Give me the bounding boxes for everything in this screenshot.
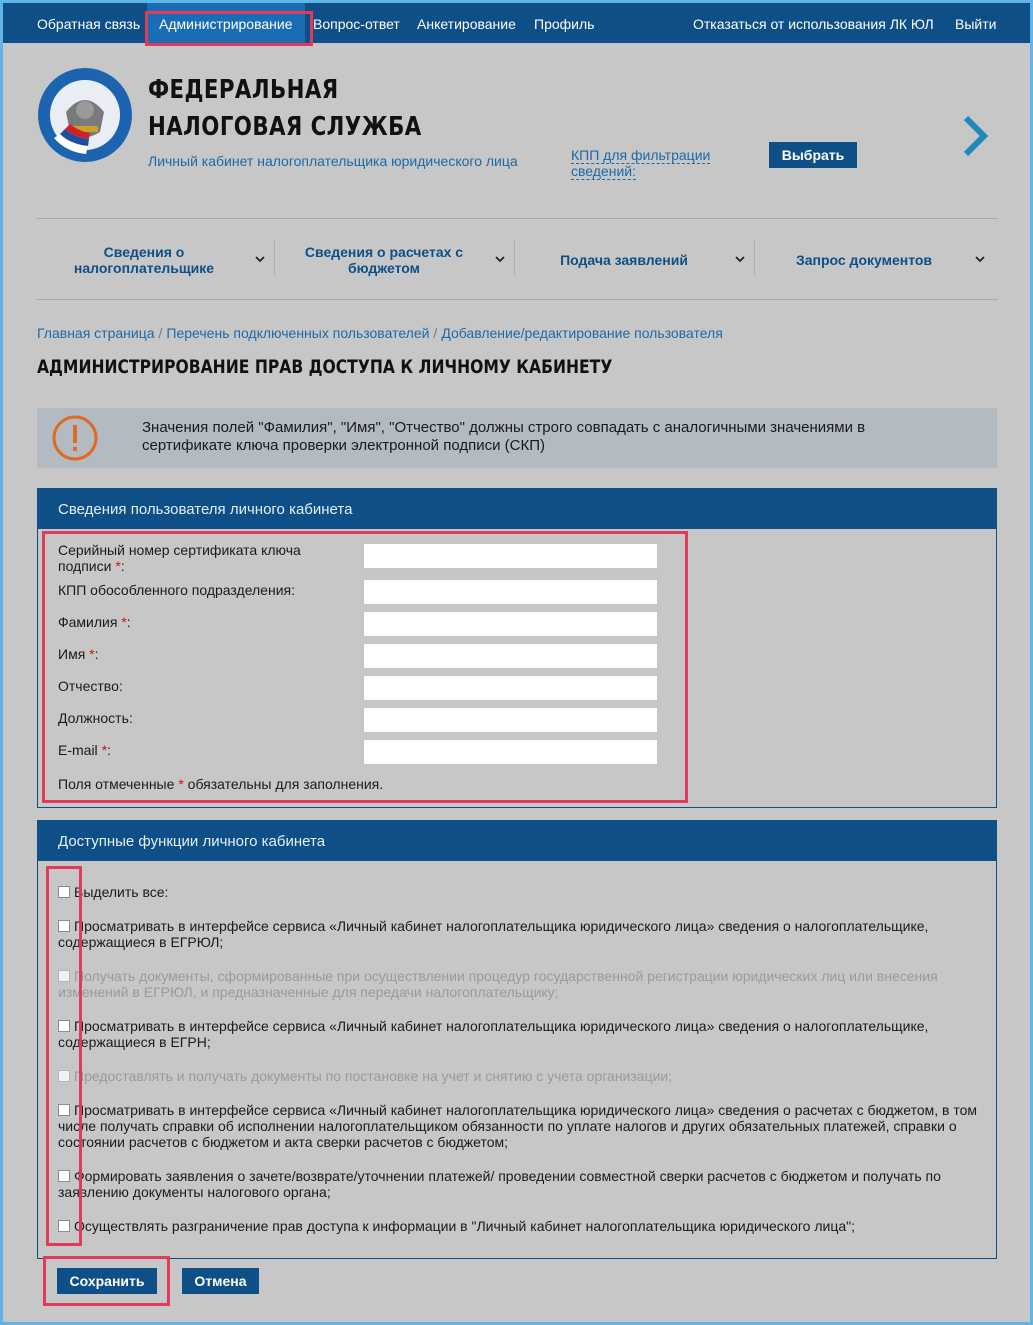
nav-survey[interactable]: Анкетирование [417, 16, 516, 32]
save-button[interactable]: Сохранить [57, 1268, 157, 1294]
surname-label: Фамилия *: [58, 614, 131, 630]
function-checkbox[interactable] [58, 920, 70, 932]
patronymic-input[interactable] [363, 675, 658, 701]
menu-documents-request[interactable]: Запрос документов [795, 252, 933, 268]
chevron-down-icon[interactable] [494, 253, 506, 265]
breadcrumb-home[interactable]: Главная страница [37, 325, 155, 341]
kpp-filter-link[interactable]: КПП для фильтрации сведений: [571, 147, 711, 179]
functions-panel-title: Доступные функции личного кабинета [38, 821, 996, 861]
function-row: Осуществлять разграничение прав доступа к информации в "Личный кабинет налогоплательщика юридического лица"; [58, 1218, 978, 1234]
fns-logo [36, 66, 134, 164]
cancel-button[interactable]: Отмена [182, 1268, 259, 1294]
function-row: Просматривать в интерфейсе сервиса «Личный кабинет налогоплательщика юридического лица» сведения о налогоплательщике, содержащиеся в ЕГРЮЛ; [58, 918, 929, 950]
nav-feedback[interactable]: Обратная связь [37, 16, 141, 32]
organization-title: ФЕДЕРАЛЬНАЯ НАЛОГОВАЯ СЛУЖБА [148, 75, 422, 142]
chevron-down-icon[interactable] [974, 253, 986, 265]
email-input[interactable] [363, 739, 658, 765]
position-label: Должность: [58, 710, 133, 726]
menu-divider [754, 240, 755, 276]
divider [36, 218, 998, 219]
surname-input[interactable] [363, 611, 658, 637]
warning-icon [51, 414, 99, 462]
top-navigation [3, 3, 1030, 43]
user-panel-title: Сведения пользователя личного кабинета [38, 489, 996, 529]
function-checkbox[interactable] [58, 1220, 70, 1232]
function-checkbox[interactable] [58, 1170, 70, 1182]
menu-divider [274, 240, 275, 276]
nav-administration[interactable]: Администрирование [147, 3, 305, 43]
function-row: Формировать заявления о зачете/возврате/уточнении платежей/ проведении совместной сверки расчетов с бюджетом и получать по заявлению документы налогового органа; [58, 1168, 941, 1200]
name-label: Имя *: [58, 646, 99, 662]
select-all-row: Выделить все: [58, 884, 978, 900]
page-title: АДМИНИСТРИРОВАНИЕ ПРАВ ДОСТУПА К ЛИЧНОМУ КАБИНЕТУ [37, 356, 613, 378]
function-row: Предоставлять и получать документы по постановке на учет и снятию с учета организации; [58, 1068, 978, 1084]
chevron-right-icon[interactable] [960, 114, 990, 158]
function-row: Просматривать в интерфейсе сервиса «Личный кабинет налогоплательщика юридического лица» сведения о налогоплательщике, содержащиеся в ЕГРН; [58, 1018, 929, 1050]
function-checkbox [58, 970, 70, 982]
notice-text: Значения полей "Фамилия", "Имя", "Отчество" должны строго совпадать с аналогичными значениями в сертификате ключа проверки электронной подписи (СКП) [142, 419, 866, 454]
warning-notice [37, 408, 997, 468]
cert-serial-input[interactable] [363, 543, 658, 569]
nav-logout[interactable]: Выйти [955, 16, 997, 32]
nav-opt-out[interactable]: Отказаться от использования ЛК ЮЛ [693, 16, 934, 32]
select-all-checkbox[interactable] [58, 886, 70, 898]
function-checkbox [58, 1070, 70, 1082]
position-input[interactable] [363, 707, 658, 733]
function-row: Просматривать в интерфейсе сервиса «Личный кабинет налогоплательщика юридического лица» сведения о расчетах с бюджетом, в том числе получать справки об исполнении налогоплательщиком обязанности по уплате налогов и других обязательных платежей, справки о состоянии расчетов с бюджетом и акта сверки расчетов с бюджетом; [58, 1102, 978, 1150]
breadcrumb-users-list[interactable]: Перечень подключенных пользователей [166, 325, 430, 341]
select-button[interactable]: Выбрать [769, 142, 857, 168]
menu-divider [514, 240, 515, 276]
nav-profile[interactable]: Профиль [534, 16, 595, 32]
cabinet-subtitle: Личный кабинет налогоплательщика юридического лица [148, 153, 518, 169]
menu-taxpayer-info[interactable]: Сведения о налогоплательщике [73, 244, 215, 276]
menu-budget-settlements[interactable]: Сведения о расчетах с бюджетом [304, 244, 464, 276]
nav-faq[interactable]: Вопрос-ответ [313, 16, 400, 32]
function-row: Получать документы, сформированные при осуществлении процедур государственной регистрации юридических лиц или внесения изменений в ЕГРЮЛ, и предназначенные для передачи налогоплательщику; [58, 968, 938, 1000]
breadcrumb-edit-user[interactable]: Добавление/редактирование пользователя [441, 325, 723, 341]
menu-applications[interactable]: Подача заявлений [560, 252, 688, 268]
function-checkbox[interactable] [58, 1104, 70, 1116]
function-checkbox[interactable] [58, 1020, 70, 1032]
chevron-down-icon[interactable] [254, 253, 266, 265]
breadcrumb: Главная страница / Перечень подключенных пользователей / Добавление/редактирование пользователя [37, 325, 723, 341]
required-fields-note: Поля отмеченные * обязательны для заполнения. [58, 776, 384, 792]
cert-serial-label: Серийный номер сертификата ключа подписи *: [58, 542, 301, 574]
kpp-input[interactable] [363, 579, 658, 605]
email-label: E-mail *: [58, 742, 111, 758]
divider [36, 299, 998, 300]
name-input[interactable] [363, 643, 658, 669]
patronymic-label: Отчество: [58, 678, 123, 694]
kpp-label: КПП обособленного подразделения: [58, 582, 295, 598]
chevron-down-icon[interactable] [734, 253, 746, 265]
